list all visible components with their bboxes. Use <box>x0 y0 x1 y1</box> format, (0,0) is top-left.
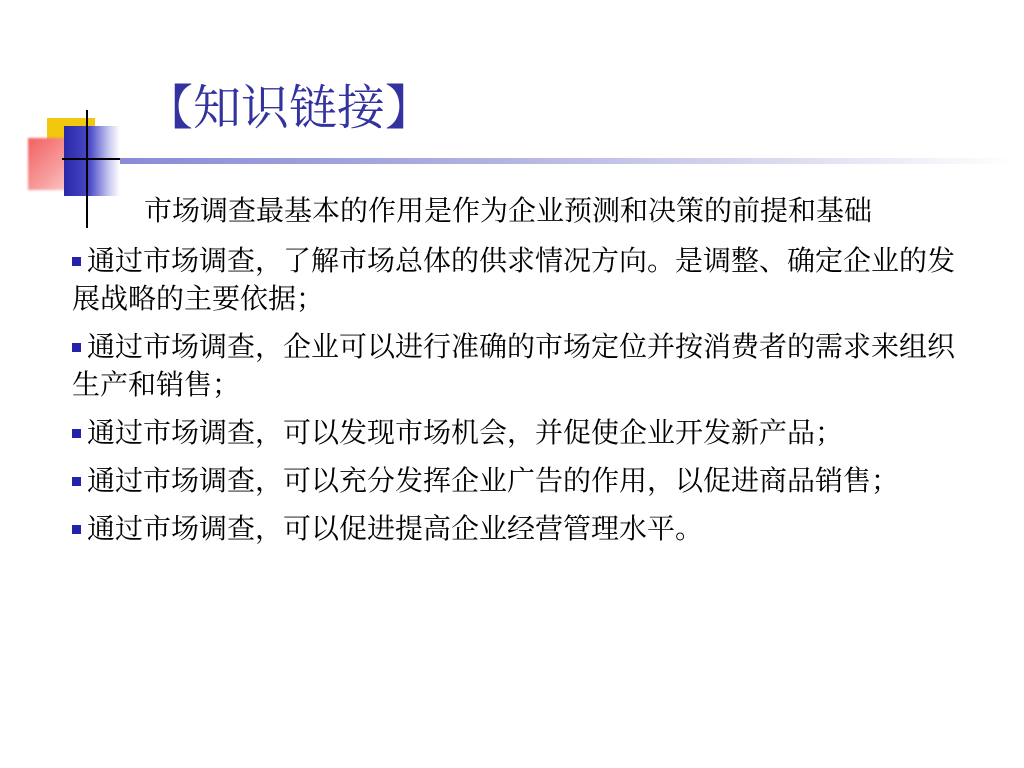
bullet-item <box>72 328 972 404</box>
square-bullet-icon <box>72 257 81 266</box>
bullet-text: 通过市场调查，企业可以进行准确的市场定位并按消费者的需求来组织生产和销售； <box>72 330 956 401</box>
bullet-item <box>72 242 972 318</box>
intro-paragraph: 市场调查最基本的作用是作为企业预测和决策的前提和基础 <box>144 194 873 227</box>
square-bullet-icon <box>72 525 81 534</box>
slide-body <box>72 192 972 558</box>
bullet-item <box>72 414 972 452</box>
square-bullet-icon <box>72 343 81 352</box>
bullet-item <box>72 510 972 548</box>
bullet-item <box>72 462 972 500</box>
square-bullet-icon <box>72 477 81 486</box>
bullet-text: 通过市场调查，可以促进提高企业经营管理水平。 <box>87 512 704 545</box>
corner-decoration-horizontal-line <box>62 158 122 160</box>
bullet-text: 通过市场调查，可以充分发挥企业广告的作用，以促进商品销售； <box>87 464 900 497</box>
square-bullet-icon <box>72 429 81 438</box>
bullet-text: 通过市场调查，可以发现市场机会，并促使企业开发新产品； <box>87 416 844 449</box>
bullet-text: 通过市场调查，了解市场总体的供求情况方向。是调整、确定企业的发展战略的主要依据； <box>72 244 956 315</box>
title-underline-rule <box>120 158 1014 164</box>
corner-decoration-blue-square <box>64 126 120 196</box>
slide-title: 【知识链接】 <box>145 80 434 136</box>
